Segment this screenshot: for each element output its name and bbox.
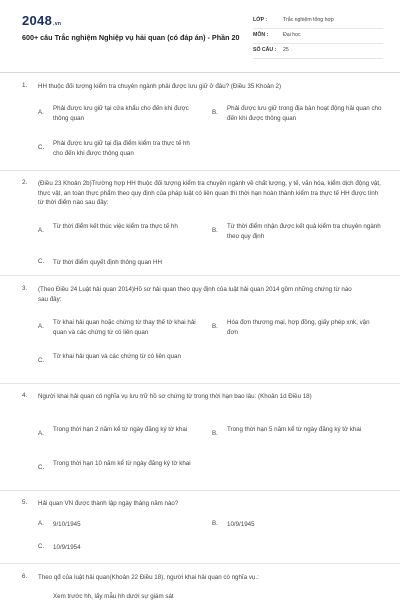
meta-row-class bbox=[253, 14, 383, 29]
document-header bbox=[0, 0, 400, 70]
question-number: 4. bbox=[22, 392, 28, 399]
option-text: Tờ khai hải quan và các chứng từ có liên quan bbox=[53, 353, 181, 360]
logo-suffix: .vn bbox=[53, 21, 62, 27]
question-text: HH thuộc đối tượng kiểm tra chuyên ngành phải được lưu giữ ở đâu? (Điều 35 Khoản 2) bbox=[38, 83, 282, 90]
option-letter: B. bbox=[212, 227, 218, 234]
question-text: Theo qđ của luật hải quan(Khoản 22 Điều 18), người khai hải quan có nghĩa vụ.: bbox=[38, 574, 259, 581]
option-text: Xem trước hh, lấy mẫu hh dưới sự giám sát bbox=[53, 593, 174, 600]
question-text: (Điều 23 Khoản 2b)Trường hợp HH thuộc đối tượng kiểm tra chuyên ngành về chất lượng, y tế, văn hóa, kiểm dịch động vật, thực vật, an toàn thực phẩm theo quy định của pháp luật có liên quan thì thời hạn hoàn thành kiểm tra thực tế HH được tính từ thời điểm nào sau đây: bbox=[38, 180, 381, 206]
option-letter: C. bbox=[38, 543, 45, 550]
option-letter: A. bbox=[38, 227, 44, 234]
option-letter: C. bbox=[38, 258, 45, 265]
option-letter: B. bbox=[212, 109, 218, 116]
meta-row-question-count bbox=[253, 44, 383, 59]
meta-value: Đại học bbox=[283, 32, 301, 38]
option-letter: A. bbox=[38, 430, 44, 437]
option-letter: B. bbox=[212, 430, 218, 437]
option-letter: B. bbox=[212, 520, 218, 527]
meta-label: SỐ CÂU : bbox=[253, 47, 277, 53]
question-separator bbox=[0, 383, 400, 384]
option-letter: C. bbox=[38, 144, 45, 151]
question-number: 6. bbox=[22, 573, 28, 580]
meta-row-subject bbox=[253, 29, 383, 44]
site-logo[interactable] bbox=[22, 13, 61, 28]
option-text: Trong thời hạn 2 năm kể từ ngày đăng ký tờ khai bbox=[53, 426, 188, 433]
option-letter: C. bbox=[38, 464, 45, 471]
option-text: Phải được lưu giữ tại cửa khẩu cho đến khi được thông quan bbox=[53, 105, 189, 122]
option-text: Trong thời hạn 10 năm kể từ ngày đăng ký tờ khai bbox=[53, 460, 191, 467]
question-text: (Theo Điều 24 Luật hải quan 2014)Hồ sơ hải quan theo quy định của luật hải quan 2014 gồm những chứng từ nào sau đây: bbox=[38, 286, 352, 303]
document-meta bbox=[253, 14, 383, 59]
option-text: 9/10/1945 bbox=[53, 521, 81, 528]
meta-value: Trắc nghiệm tổng hợp bbox=[283, 17, 334, 23]
meta-label: MÔN : bbox=[253, 32, 269, 38]
option-letter: A. bbox=[38, 520, 44, 527]
document-title: 600+ câu Trắc nghiệm Nghiệp vụ hải quan (có đáp án) - Phần 20 bbox=[22, 33, 240, 42]
option-letter: C. bbox=[38, 357, 45, 364]
option-text: Trong thời hạn 5 năm kể từ ngày đăng ký tờ khai bbox=[227, 426, 362, 433]
option-text: Phải được lưu giữ trong địa bàn hoạt động hải quan cho đến khi được thông quan bbox=[227, 105, 382, 122]
question-number: 5. bbox=[22, 499, 28, 506]
question-number: 3. bbox=[22, 285, 28, 292]
header-divider bbox=[0, 72, 400, 73]
option-text: Hóa đơn thương mại, hợp đồng, giấy phép xnk, vận đơn bbox=[227, 319, 370, 336]
question-text: Người khai hải quan có nghĩa vụ lưu trữ hồ sơ chứng từ trong thời hạn bao lâu: (Khoản 1d Điều 18) bbox=[38, 393, 312, 400]
question-number: 1. bbox=[22, 82, 28, 89]
option-text: Từ thời điểm kết thúc việc kiểm tra thực tế hh bbox=[53, 223, 178, 230]
option-text: Tờ khai hải quan hoặc chứng từ thay thế tờ khai hải quan và các chứng từ có liên quan bbox=[53, 319, 196, 336]
option-text: Từ thời điểm quyết định thông quan HH bbox=[53, 259, 162, 266]
option-text: 10/9/1945 bbox=[227, 521, 255, 528]
question-text: Hải quan VN được thành lập ngày tháng năm nào? bbox=[38, 500, 179, 507]
option-text: 10/9/1954 bbox=[53, 544, 81, 551]
question-separator bbox=[0, 563, 400, 564]
logo-main: 2048 bbox=[22, 13, 53, 28]
option-text: Từ thời điểm nhận được kết quả kiểm tra chuyên ngành theo quy định bbox=[227, 223, 381, 240]
option-letter: B. bbox=[212, 323, 218, 330]
question-number: 2. bbox=[22, 179, 28, 186]
option-letter: A. bbox=[38, 109, 44, 116]
option-letter: A. bbox=[38, 323, 44, 330]
question-separator bbox=[0, 490, 400, 491]
question-separator bbox=[0, 170, 400, 171]
question-separator bbox=[0, 275, 400, 276]
meta-value: 25 bbox=[283, 47, 289, 53]
option-text: Phải được lưu giữ tại địa điểm kiểm tra thực tế hh cho đến khi được thông quan bbox=[53, 140, 190, 157]
meta-label: LỚP : bbox=[253, 17, 268, 23]
